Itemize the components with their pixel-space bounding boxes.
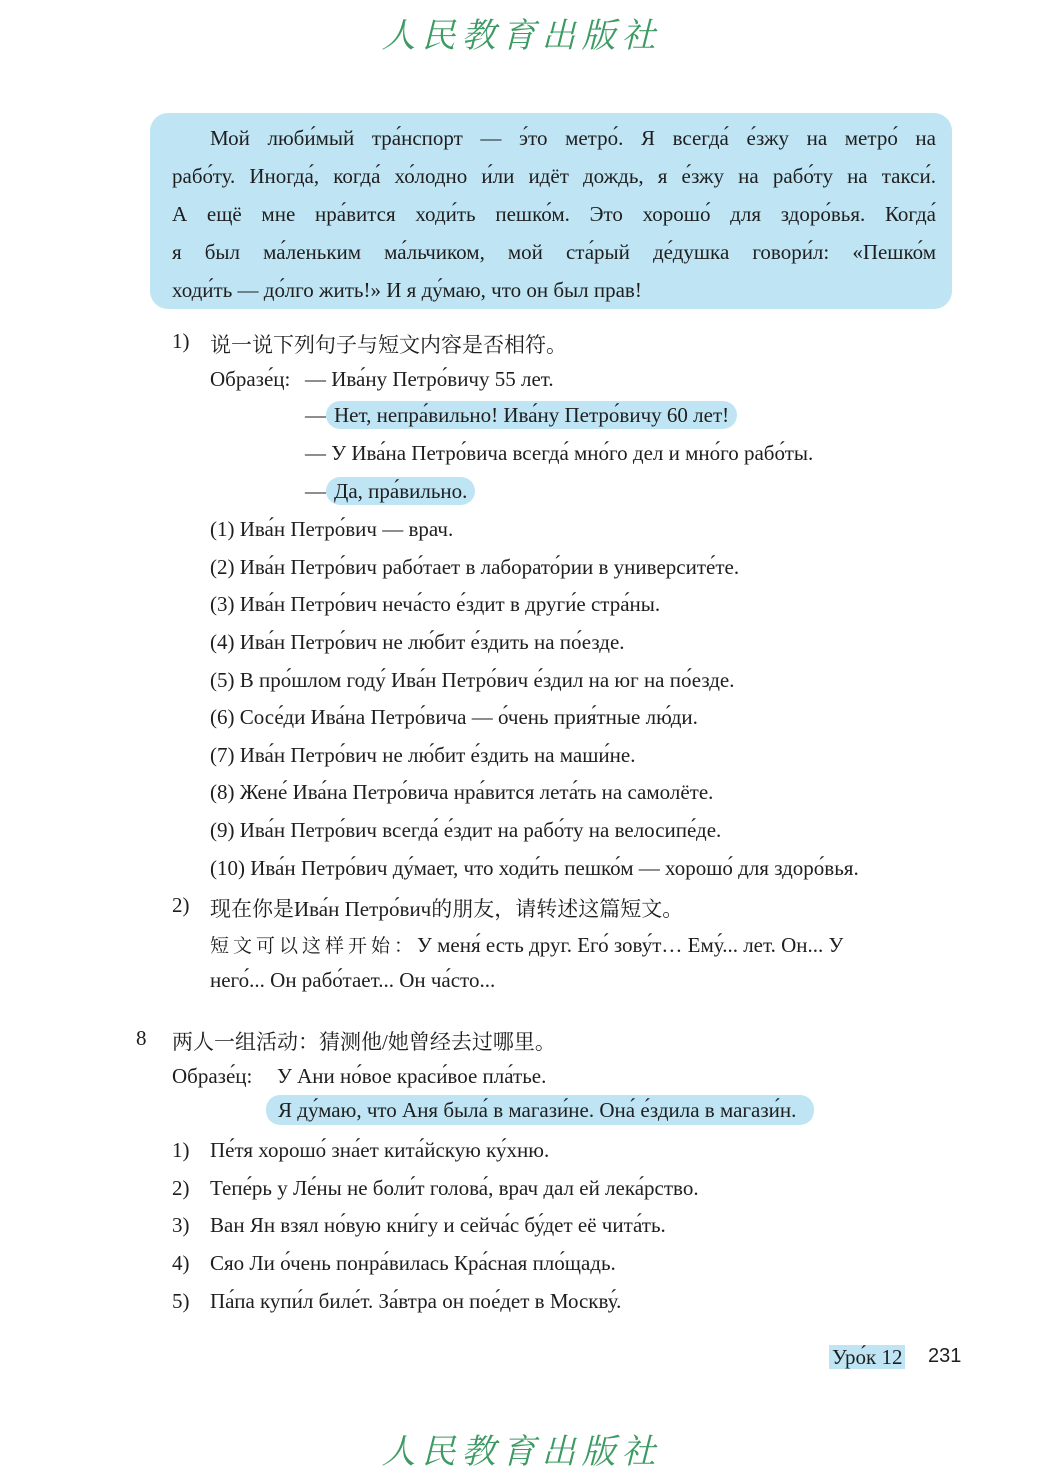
task1-item: (4) Ива́н Петро́вич не лю́бит е́здить на по́езде. [210,630,625,654]
dash: — [305,403,326,427]
lesson-label [829,1345,905,1370]
task1-sample-line: — У Ива́на Петро́вича всегда́ мно́го дел и мно́го рабо́ты. [305,441,814,465]
passage-line: Мой люби́мый тра́нспорт — э́то метро́. Я всегда́ е́зжу на метро́ на [210,126,936,150]
task2-title: 现在你是Ива́н Петро́вич的朋友，请转述这篇短文。 [210,897,684,921]
exercise8-item-number: 2) [172,1176,190,1200]
exercise8-item: Ван Ян взял но́вую кни́гу и сейча́с бу́дет её чита́ть. [210,1213,666,1237]
task1-item: (1) Ива́н Петро́вич — врач. [210,517,454,541]
task1-item: (10) Ива́н Петро́вич ду́мает, что ходи́ть пешко́м — хорошо́ для здоро́вья. [210,856,859,880]
exercise8-item: Па́па купи́л биле́т. За́втра он пое́дет в Москву́. [210,1289,622,1313]
task1-item: (2) Ива́н Петро́вич рабо́тает в лаборато́рии в университе́те. [210,555,740,579]
passage-line: я был ма́леньким ма́льчиком, мой ста́рый де́душка говори́л: «Пешко́м [172,240,936,264]
exercise8-sample-question: У Ани но́вое краси́вое пла́тье. [277,1064,547,1088]
task2-number: 2) [172,893,190,917]
task1-item: (7) Ива́н Петро́вич не лю́бит е́здить на маши́не. [210,743,636,767]
passage-line: ходи́ть — до́лго жить!» И я ду́маю, что он был прав! [172,278,642,302]
reading-passage [150,113,952,309]
page-number: 231 [928,1345,962,1367]
task1-number: 1) [172,329,190,353]
highlighted-answer: Да, пра́вильно. [326,477,475,505]
task2-start-text: него́... Он рабо́тает... Он ча́сто... [210,968,496,992]
task1-item: (9) Ива́н Петро́вич всегда́ е́здит на рабо́ту на велосипе́де. [210,818,722,842]
exercise8-item: Сяо Ли о́чень понра́вилась Кра́сная пло́щадь. [210,1251,616,1275]
task1-item: (3) Ива́н Петро́вич неча́сто е́здит в други́е стра́ны. [210,592,661,616]
exercise8-item-number: 4) [172,1251,190,1275]
highlighted-answer: Нет, непра́вильно! Ива́ну Петро́вичу 60 лет! [326,401,737,429]
exercise8-item-number: 3) [172,1213,190,1237]
lesson-badge: Уро́к 12 [829,1345,905,1369]
task1-sample-answer [305,403,737,428]
highlighted-answer: Я ду́маю, что Аня была́ в магази́не. Она́ е́здила в магази́н. [266,1095,814,1125]
task1-sample-answer [305,479,475,504]
exercise8-title: 两人一组活动：猜测他/她曾经去过哪里。 [172,1030,556,1054]
exercise8-sample-answer [266,1098,814,1123]
passage-line: А ещё мне нра́вится ходи́ть пешко́м. Это хорошо́ для здоро́вья. Когда́ [172,202,936,226]
task1-sample-label: Образе́ц: [210,367,291,391]
task2-start-label: 短文可以这样开始： [210,935,418,957]
passage-line: рабо́ту. Иногда́, когда́ хо́лодно и́ли идёт дождь, я е́зжу на рабо́ту на такси́. [172,164,936,188]
dash: — [305,479,326,503]
task2-start [210,931,843,958]
task1-item: (8) Жене́ Ива́на Петро́вича нра́вится лета́ть на самолёте. [210,780,714,804]
task1-sample-line: — Ива́ну Петро́вичу 55 лет. [305,367,554,391]
exercise8-item: Пе́тя хорошо́ зна́ет кита́йскую ку́хню. [210,1138,550,1162]
task2-start-text: У меня́ есть друг. Его́ зову́т… Ему́... лет. Он... У [417,933,844,957]
exercise8-item: Тепе́рь у Ле́ны не боли́т голова́, врач дал ей лека́рство. [210,1176,699,1200]
exercise8-item-number: 5) [172,1289,190,1313]
task1-item: (6) Сосе́ди Ива́на Петро́вича — о́чень прия́тные лю́ди. [210,705,698,729]
exercise8-sample-label: Образе́ц: [172,1064,253,1088]
task1-item: (5) В про́шлом году́ Ива́н Петро́вич е́здил на юг на по́езде. [210,668,735,692]
publisher-logo-bottom: 人民教育出版社 [381,1432,662,1472]
exercise8-item-number: 1) [172,1138,190,1162]
exercise8-number: 8 [136,1026,147,1050]
publisher-logo-top: 人民教育出版社 [381,16,662,56]
task1-title: 说一说下列句子与短文内容是否相符。 [210,333,567,357]
